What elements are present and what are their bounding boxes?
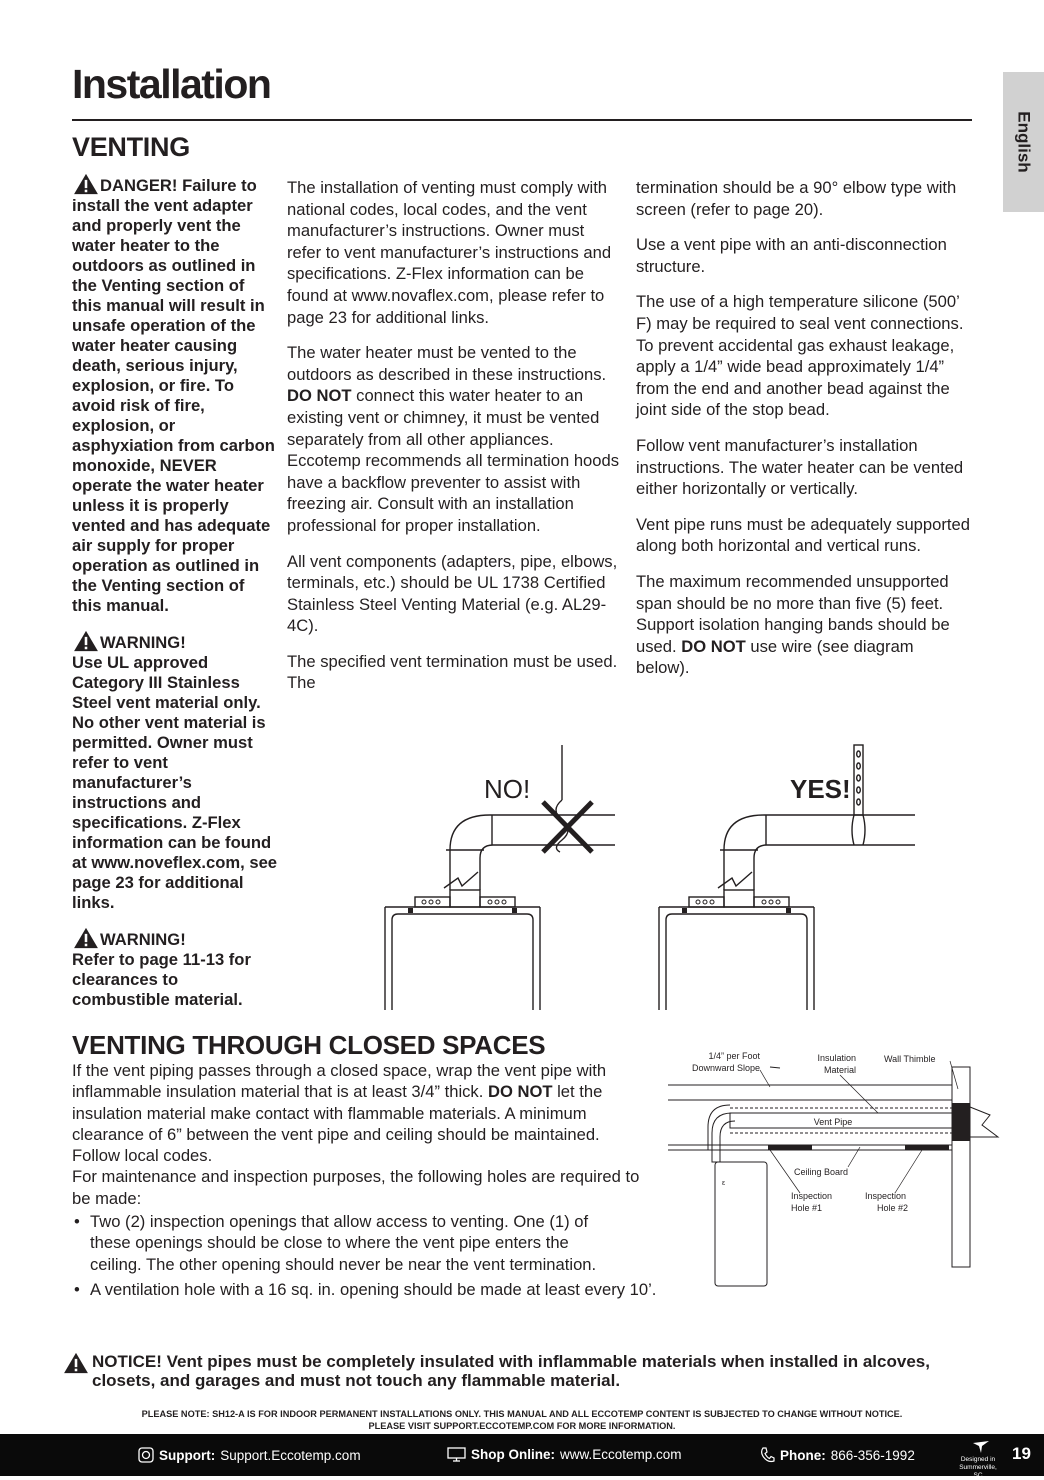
footer-phone[interactable] xyxy=(760,1447,915,1463)
language-tab[interactable] xyxy=(1003,72,1044,212)
insulation-label-line1: Insulation xyxy=(817,1053,856,1063)
page-number: 19 xyxy=(1012,1444,1031,1463)
closed-spaces-heading: VENTING THROUGH CLOSED SPACES xyxy=(72,1030,546,1060)
no-label: NO! xyxy=(484,774,531,804)
footer-shop[interactable] xyxy=(447,1447,682,1462)
venting-warnings-column xyxy=(72,173,278,1024)
emphasis: DO NOT xyxy=(287,386,352,406)
warning-text: Refer to page 11-13 for clearances to combustible material. xyxy=(72,950,251,1009)
shop-label: Shop Online: xyxy=(471,1447,555,1462)
insulation-label-line2: Material xyxy=(823,1065,856,1075)
warning-label: WARNING! xyxy=(100,930,186,949)
warning-icon xyxy=(72,927,100,949)
notice-warning-icon xyxy=(62,1352,90,1374)
paragraph: For maintenance and inspection purposes, the following holes are required to be made: xyxy=(72,1167,640,1208)
list-item: • Two (2) inspection openings that allow access to venting. One (1) of these openings should be close to where the vent pipe enters the ceiling. The other opening should never be near the vent termination. xyxy=(72,1211,610,1275)
wall-thimble-label: Wall Thimble xyxy=(884,1054,936,1064)
paragraph xyxy=(72,1060,644,1166)
text-run: connect this water heater to an existing vent or chimney, it must be vented separately from all other appliances. Eccotemp recommends all termination hoods have a backflow preventer to assist with freezing air. Consult with an installation professional for proper installation. xyxy=(287,386,620,535)
text-run: The maximum recommended unsupported span should be no more than five (5) feet. Support isolation hanging bands should be used. xyxy=(636,571,950,656)
warning-label: WARNING! xyxy=(100,633,186,652)
hole2-label-line1: Inspection xyxy=(865,1191,907,1201)
emphasis: DO NOT xyxy=(681,636,746,656)
venting-heading: VENTING xyxy=(72,132,190,162)
slope-label-line2: Downward Slope xyxy=(691,1063,760,1073)
phone-icon xyxy=(760,1447,775,1463)
paragraph: The specified vent termination must be used. The xyxy=(287,651,618,693)
footnote xyxy=(72,1408,972,1432)
text-run: If the vent piping passes through a closed space, wrap the vent pipe with inflammable insulation material that is at least 3/4” thick. xyxy=(72,1061,607,1102)
brand-bird-icon xyxy=(972,1440,990,1454)
emphasis: DO NOT xyxy=(487,1082,553,1102)
notice-block xyxy=(62,1352,982,1390)
support-link[interactable]: Support.Eccotemp.com xyxy=(220,1447,361,1463)
paragraph: The installation of venting must comply with national codes, local codes, and the vent manufacturer’s instructions. Owner must refer to vent manufacturer’s instructions and specifications. Z-Flex information can be found at www.novaflex.com, please refer to page 23 for additional links. xyxy=(287,178,612,327)
text-run: use wire (see diagram below). xyxy=(636,636,914,678)
footnote-line: PLEASE NOTE: SH12-A IS FOR INDOOR PERMANENT INSTALLATIONS ONLY. THIS MANUAL AND ALL ECCOTEMP CONTENT IS SUBJECTED TO CHANGE WITHOUT NOTICE. xyxy=(141,1409,903,1419)
hole1-label-line2: Hole #1 xyxy=(791,1203,823,1213)
title-divider xyxy=(72,119,972,121)
paragraph xyxy=(636,571,970,679)
warning-block-vent-material xyxy=(72,630,278,913)
designed-in-note xyxy=(958,1456,998,1480)
paragraph: Vent pipe runs must be adequately supported along both horizontal and vertical runs. xyxy=(636,514,970,556)
designed-line: Designed in xyxy=(960,1456,996,1463)
paragraph: The use of a high temperature silicone (500’ F) may be required to seal vent connections. To prevent accidental gas exhaust leakage, apply a 1/4” wide bead approximately 1/4” from the end and another bead against the joint side of the stop bead. xyxy=(636,292,964,420)
shop-link[interactable]: www.Eccotemp.com xyxy=(560,1447,682,1462)
hole2-label-line2: Hole #2 xyxy=(877,1203,909,1213)
vent-pipe-label: Vent Pipe xyxy=(813,1117,853,1127)
monitor-icon xyxy=(447,1447,466,1462)
phone-label: Phone: xyxy=(780,1447,826,1463)
warning-icon xyxy=(72,630,100,652)
ceiling-board-label: Ceiling Board xyxy=(794,1167,849,1177)
language-tab-label: English xyxy=(1014,111,1034,173)
danger-text: Failure to install the vent adapter and properly vent the water heater to the outdoors as outlined in the Venting section of this manual will result in unsafe operation of the water heater causing death, serious injury, explosion, or fire. To avoid risk of fire, explosion, or asphyxiation from carbon monoxide, NEVER operate the water heater unless it is properly vented and has adequate air supply for proper operation as outlined in the Venting section of this manual. xyxy=(72,176,275,615)
page-title: Installation xyxy=(72,61,271,107)
paragraph: termination should be a 90° elbow type with screen (refer to page 20). xyxy=(636,178,957,219)
footer-bar xyxy=(0,1434,1044,1479)
text-run: The water heater must be vented to the outdoors as described in these instructions. xyxy=(287,343,607,384)
notice-label: NOTICE! xyxy=(92,1352,162,1371)
requirements-list xyxy=(72,1211,657,1300)
heater-logo: ε xyxy=(722,1180,726,1187)
danger-warning-icon xyxy=(72,173,100,195)
paragraph: Follow vent manufacturer’s installation instructions. The water heater can be vented either horizontally or vertically. xyxy=(636,435,964,499)
paragraph xyxy=(287,342,621,536)
notice-content xyxy=(92,1352,982,1390)
venting-column-3 xyxy=(636,177,970,693)
slope-label-line1: 1/4” per Foot xyxy=(708,1051,760,1061)
venting-column-2 xyxy=(287,177,621,708)
yes-label: YES! xyxy=(790,774,851,804)
hole1-label-line1: Inspection xyxy=(791,1191,833,1201)
footer-support[interactable] xyxy=(138,1447,361,1463)
warning-text: Use UL approved Category III Stainless Steel vent material only. No other vent material is permitted. Owner must refer to vent manufacturer’s instructions and specifications. Z-Flex information can be found at www.noveflex.com, see page 23 for additional links. xyxy=(72,653,278,912)
danger-label: DANGER! xyxy=(100,176,178,195)
phone-number[interactable]: 866-356-1992 xyxy=(830,1447,915,1463)
danger-block xyxy=(72,173,278,616)
closed-space-diagram xyxy=(660,1045,1000,1290)
text-run: let the insulation material make contact with flammable materials. A minimum clearance of 6” between the vent pipe and ceiling should be maintained. Follow local codes. xyxy=(72,1082,603,1166)
warning-block-clearances xyxy=(72,927,278,1010)
notice-text: Vent pipes must be completely insulated with inflammable materials when installed in alcoves, closets, and garages and must not touch any flammable material. xyxy=(92,1352,930,1390)
yes-example xyxy=(659,745,915,1010)
designed-line: Summerville, SC xyxy=(959,1464,997,1479)
footnote-line: PLEASE VISIT SUPPORT.ECCOTEMP.COM FOR MORE INFORMATION. xyxy=(368,1421,676,1431)
support-label: Support: xyxy=(159,1447,216,1463)
closed-spaces-text xyxy=(72,1060,657,1300)
support-icon xyxy=(138,1447,154,1463)
vent-support-diagram xyxy=(380,740,920,1010)
paragraph: Use a vent pipe with an anti-disconnection structure. xyxy=(636,235,947,276)
paragraph: All vent components (adapters, pipe, elbows, terminals, etc.) should be UL 1738 Certified Stainless Steel Venting Material (e.g. AL29-4C). xyxy=(287,551,618,636)
list-item: • A ventilation hole with a 16 sq. in. opening should be made at least every 10’. xyxy=(72,1279,730,1300)
